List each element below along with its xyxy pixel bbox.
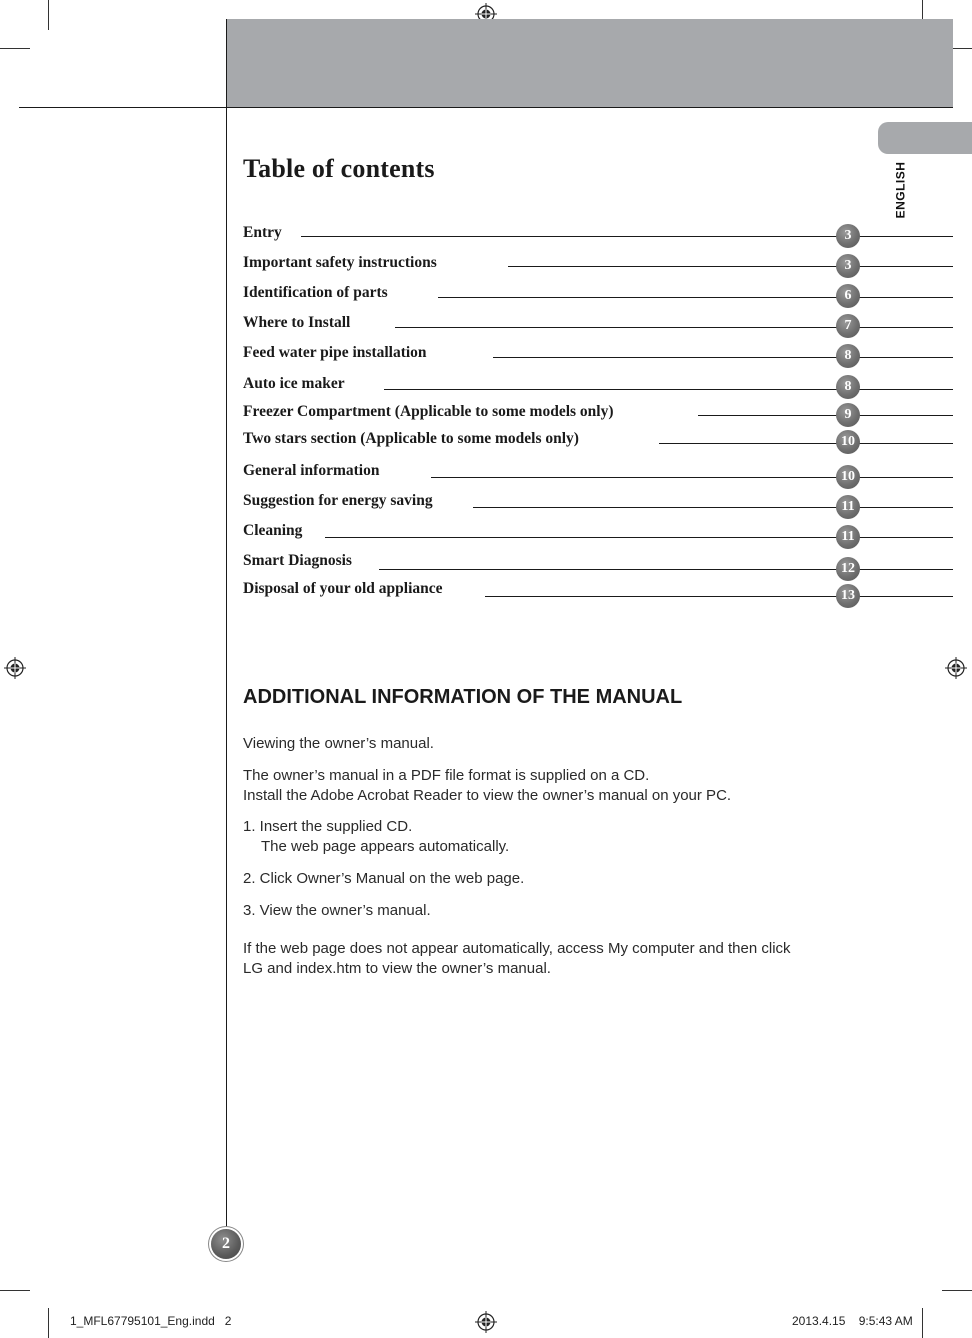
toc-page-badge: 10 [836,430,860,454]
toc-entry-label: Entry [243,224,282,241]
toc-entry-label: Cleaning [243,522,303,539]
toc-entry-label: Important safety instructions [243,254,437,271]
toc-page-badge: 11 [836,525,860,549]
toc-page-badge: 3 [836,254,860,278]
paragraph-line: Install the Adobe Acrobat Reader to view the owner’s manual on your PC. [243,787,732,804]
toc-entry-label: General information [243,462,380,479]
toc-entry-label: Freezer Compartment (Applicable to some models only) [243,403,614,420]
toc-page-badge: 8 [836,375,860,399]
toc-leader [659,443,953,444]
toc-entry[interactable] [243,492,953,519]
toc-entry-label: Identification of parts [243,284,388,301]
margin-rule [226,19,227,1253]
toc-entry[interactable] [243,344,953,368]
file-slug: 1_MFL67795101_Eng.indd 2 [70,1314,232,1328]
page-title: Table of contents [243,154,435,183]
toc-leader [473,507,953,508]
language-label: ENGLISH [893,161,907,219]
note-line: LG and index.htm to view the owner’s manual. [243,960,551,977]
toc-entry-label: Auto ice maker [243,375,345,392]
toc-entry-label: Feed water pipe installation [243,344,427,361]
section-heading: ADDITIONAL INFORMATION OF THE MANUAL [243,686,683,708]
toc-leader [508,266,953,267]
toc-entry-label: Smart Diagnosis [243,552,352,569]
toc-entry[interactable] [243,430,953,454]
toc-page-badge: 12 [836,557,860,581]
paragraph-line: The owner’s manual in a PDF file format is supplied on a CD. [243,767,650,784]
toc-entry[interactable] [243,314,953,338]
toc-page-badge: 9 [836,403,860,427]
crop-mark [942,1290,972,1291]
toc-entry[interactable] [243,224,953,248]
note-line: If the web page does not appear automatically, access My computer and then click [243,940,791,957]
registration-mark-icon [945,657,967,679]
toc-page-badge: 11 [836,495,860,519]
toc-leader [493,357,953,358]
crop-mark [0,1290,30,1291]
toc-entry-label: Where to Install [243,314,351,331]
registration-mark-icon [475,1311,497,1333]
registration-mark-icon [4,657,26,679]
toc-entry-label: Suggestion for energy saving [243,492,433,509]
toc-leader [698,415,953,416]
step-item: 2. Click Owner’s Manual on the web page. [243,870,525,887]
toc-entry[interactable] [243,254,953,278]
toc-page-badge: 6 [836,284,860,308]
crop-mark [48,1308,49,1338]
toc-entry-label: Disposal of your old appliance [243,580,443,597]
crop-mark [0,48,30,49]
toc-page-badge: 13 [836,584,860,608]
step-item: 3. View the owner’s manual. [243,902,431,919]
crop-mark [922,1308,923,1338]
toc-entry[interactable] [243,403,953,427]
toc-leader [485,596,953,597]
toc-entry[interactable] [243,522,953,549]
header-band [226,19,953,107]
page-number-badge: 2 [211,1229,241,1259]
toc-leader [395,327,953,328]
header-rule [19,107,953,108]
toc-leader [438,297,953,298]
toc-entry[interactable] [243,580,953,608]
toc-entry[interactable] [243,462,953,489]
timestamp: 2013.4.15 9:5:43 AM [792,1314,913,1328]
toc-leader [384,389,953,390]
language-tab [878,122,972,154]
crop-mark [48,0,49,30]
step-subtext: The web page appears automatically. [261,838,510,855]
step-item: 1. Insert the supplied CD. [243,818,413,835]
toc-leader [431,477,953,478]
toc-page-badge: 3 [836,224,860,248]
toc-page-badge: 10 [836,465,860,489]
toc-entry-label: Two stars section (Applicable to some models only) [243,430,579,447]
toc-entry[interactable] [243,375,953,399]
toc-page-badge: 7 [836,314,860,338]
toc-page-badge: 8 [836,344,860,368]
toc-leader [379,569,953,570]
toc-entry[interactable] [243,552,953,581]
intro-text: Viewing the owner’s manual. [243,735,434,752]
toc-entry[interactable] [243,284,953,308]
